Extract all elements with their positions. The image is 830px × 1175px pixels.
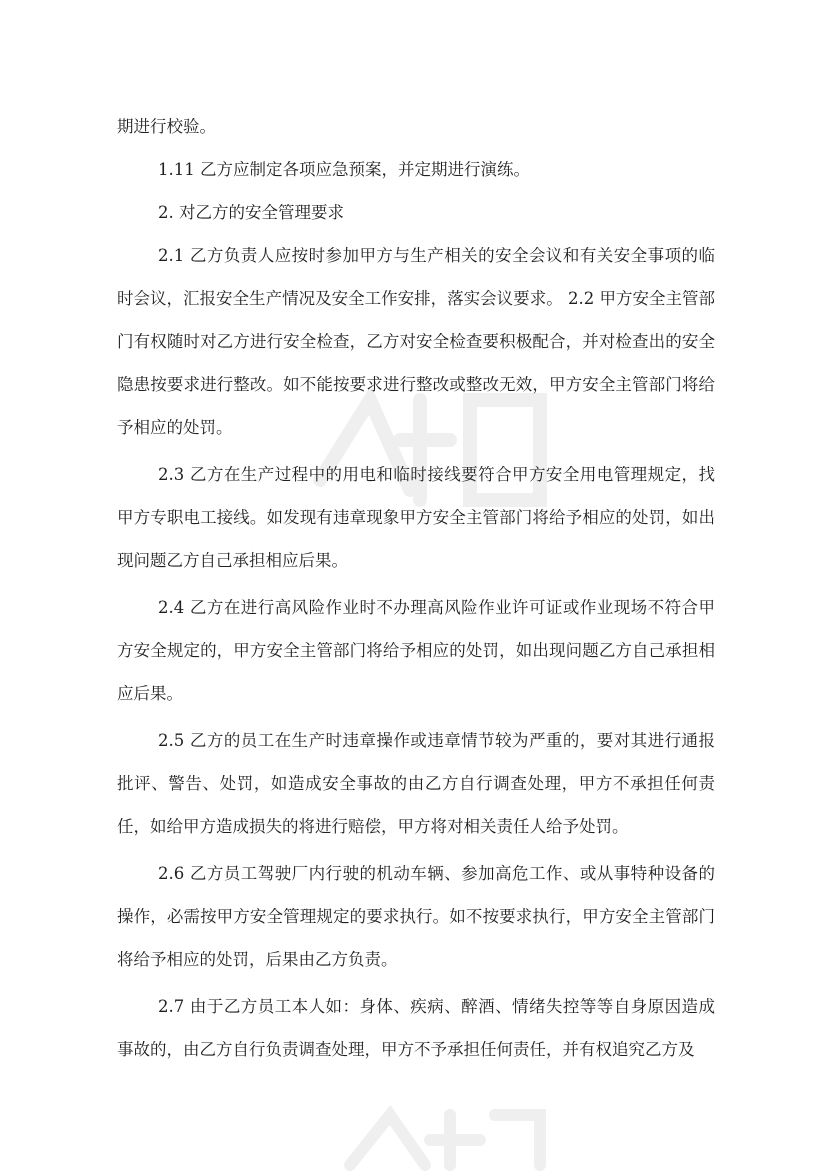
document-body (117, 105, 715, 1071)
watermark-graphic-bottom (330, 1105, 550, 1175)
paragraph-2-4: 2.4 乙方在进行高风险作业时不办理高风险作业许可证或作业现场不符合甲方安全规定的，甲方安全主管部门将给予相应的处罚，如出现问题乙方自己承担相应后果。 (117, 598, 715, 703)
paragraph-continuation: 期进行校验。 (117, 117, 216, 136)
paragraph-2-5: 2.5 乙方的员工在生产时违章操作或违章情节较为严重的，要对其进行通报批评、警告、处罚，如造成安全事故的由乙方自行调查处理，甲方不承担任何责任，如给甲方造成损失的将进行赔偿，甲方将对相关责任人给予处罚。 (117, 731, 715, 836)
paragraph-2-6: 2.6 乙方员工驾驶厂内行驶的机动车辆、参加高危工作、或从事特种设备的操作，必需按甲方安全管理规定的要求执行。如不按要求执行，甲方安全主管部门将给予相应的处罚，后果由乙方负责。 (117, 864, 715, 969)
paragraph-2-7: 2.7 由于乙方员工本人如：身体、疾病、醉酒、情绪失控等等自身原因造成事故的，由乙方自行负责调查处理，甲方不予承担任何责任，并有权追究乙方及 (117, 997, 715, 1059)
section-heading-2: 2. 对乙方的安全管理要求 (158, 203, 344, 222)
paragraph-2-3: 2.3 乙方在生产过程中的用电和临时接线要符合甲方安全用电管理规定，找甲方专职电工接线。如发现有违章现象甲方安全主管部门将给予相应的处罚，如出现问题乙方自己承担相应后果。 (117, 465, 715, 570)
paragraph-1-11: 1.11 乙方应制定各项应急预案，并定期进行演练。 (158, 160, 530, 179)
paragraph-2-1: 2.1 乙方负责人应按时参加甲方与生产相关的安全会议和有关安全事项的临时会议，汇报安全生产情况及安全工作安排，落实会议要求。 2.2 甲方安全主管部门有权随时对乙方进行安全检查，乙方对安全检查要积极配合，并对检查出的安全隐患按要求进行整改。如不能按要求进行整改或整改无效，甲方安全主管部门将给予相应的处罚。 (117, 246, 715, 437)
